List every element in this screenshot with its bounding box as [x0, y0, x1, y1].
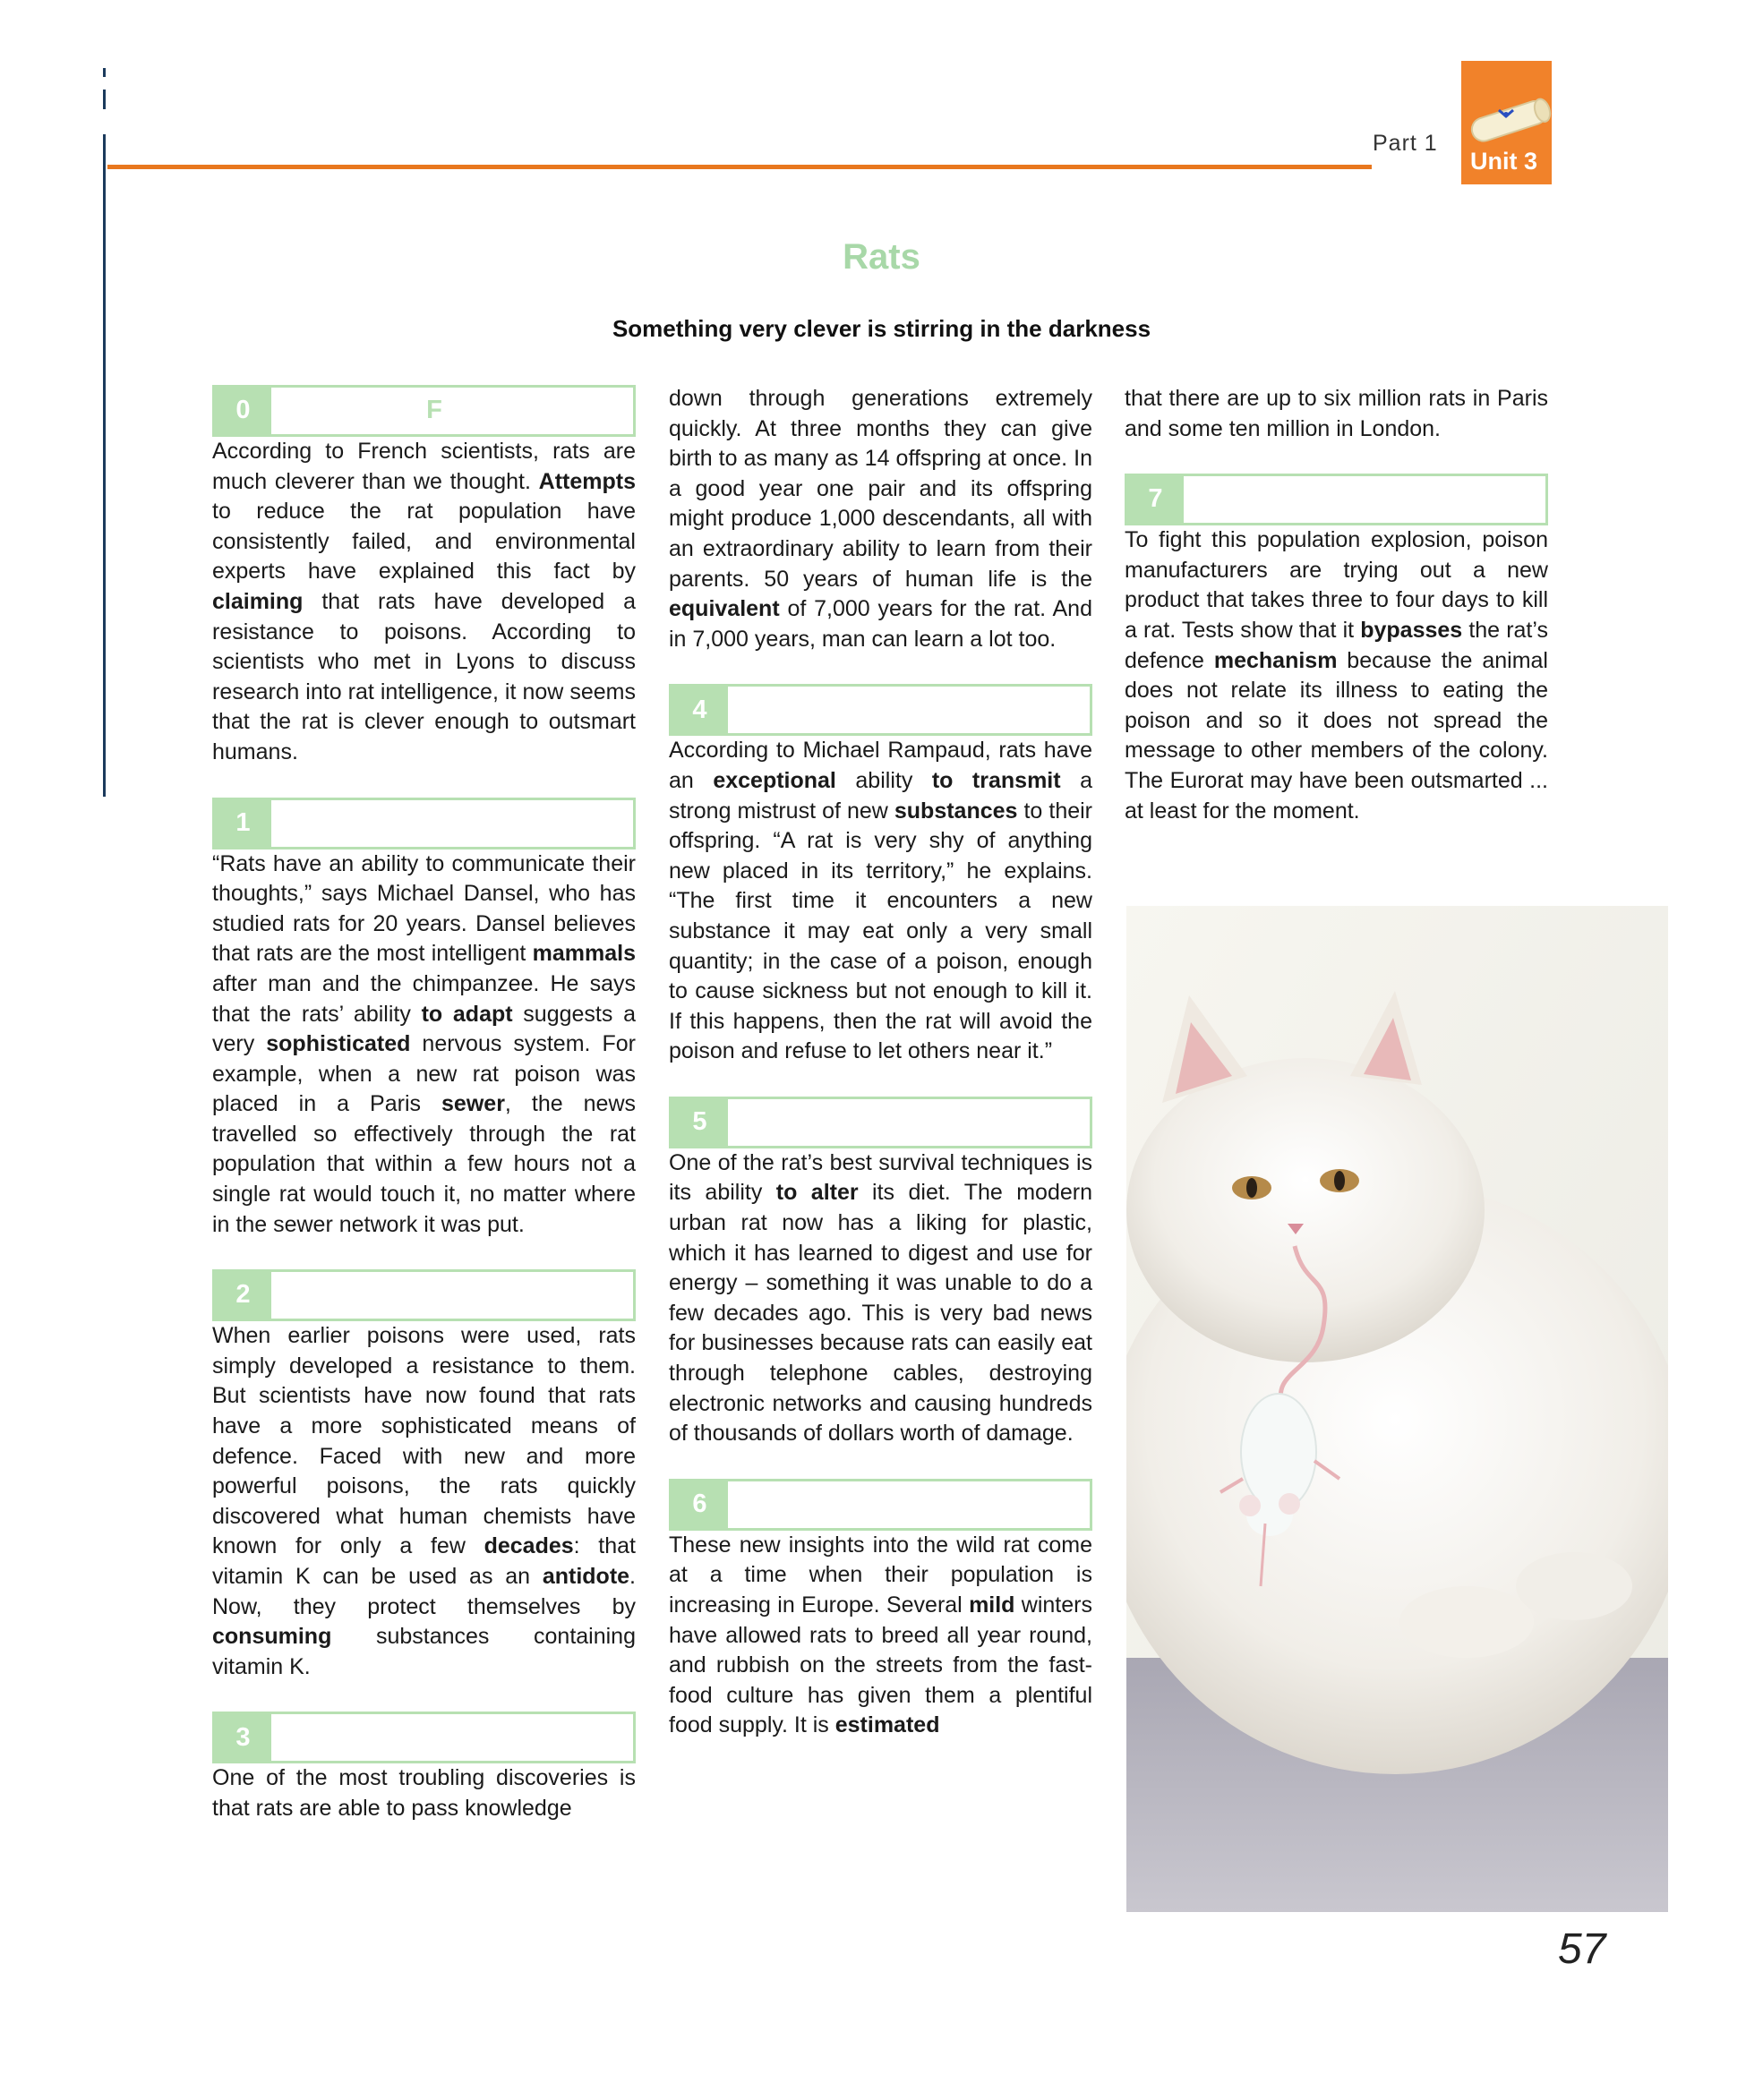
heading-answer	[1184, 476, 1545, 523]
text-run: winters have allowed rats to breed all year round, and rubbish on the streets from the fast-food culture has given them a plentiful food supply. It is	[669, 1592, 1092, 1738]
heading-number: 7	[1127, 476, 1184, 523]
heading-answer	[728, 1481, 1090, 1528]
text-run: One of the most troubling discoveries is that rats are able to pass knowledge	[212, 1765, 636, 1821]
article-subtitle: Something very clever is stirring in the darkness	[612, 315, 1151, 342]
page-number: 57	[1558, 1925, 1606, 1973]
key-word: mammals	[532, 941, 636, 967]
text-run: “Rats have an ability to communicate their thoughts,” says Michael Dansel, who has studied rats for 20 years. Dansel believes that rats are the most intelligent	[212, 850, 636, 967]
text-run: down through generations extremely quickly. At three months they can give birth to as many as 14 offspring at once. In a good year one pair and its offspring might produce 1,000 descendants, all with an extraordinary ability to learn from their parents. 50 years of human life is the	[669, 386, 1092, 592]
heading-number: 1	[215, 800, 271, 847]
heading-box-4[interactable]	[669, 684, 1092, 736]
key-word: sophisticated	[266, 1031, 411, 1057]
text-run: . Now, they protect themselves by	[212, 1564, 636, 1619]
heading-box-0[interactable]	[212, 385, 636, 437]
margin-bar	[103, 134, 106, 797]
key-word: decades	[484, 1533, 574, 1559]
heading-box-2[interactable]	[212, 1269, 636, 1321]
paragraph-4	[669, 736, 1092, 1067]
heading-box-6[interactable]	[669, 1479, 1092, 1531]
heading-number: 4	[672, 687, 728, 733]
text-run: One of the rat’s best survival techniques is its ability	[669, 1149, 1092, 1206]
heading-answer	[271, 800, 633, 847]
paragraph-5	[669, 1148, 1092, 1449]
key-word: sewer	[441, 1091, 505, 1117]
heading-number: 6	[672, 1481, 728, 1528]
paragraph-0	[212, 437, 636, 768]
unit-label: Unit 3	[1470, 148, 1538, 175]
key-word: mechanism	[1213, 647, 1338, 673]
text-run: that rats have developed a resistance to poisons. According to scientists who met in Lyons to discuss research into rat intelligence, it now seems that the rat is clever enough to outsmart humans.	[212, 588, 636, 764]
cat-with-mouse-photo	[1126, 906, 1668, 1912]
text-run: , the news travelled so effectively through the rat population that within a few hours not a single rat would touch it, no matter where in the sewer network it was put.	[212, 1091, 636, 1237]
key-word: substances	[894, 798, 1018, 824]
text-run: that there are up to six million rats in Paris and some ten million in London.	[1125, 386, 1548, 441]
article-title: Rats	[843, 237, 920, 277]
header-rule	[107, 165, 1372, 169]
part-label: Part 1	[1373, 131, 1438, 156]
heading-box-1[interactable]	[212, 798, 636, 849]
heading-number: 5	[672, 1099, 728, 1146]
key-word: to alter	[775, 1180, 859, 1206]
paragraph-7	[1125, 525, 1548, 826]
paragraph-2	[212, 1321, 636, 1682]
heading-number: 2	[215, 1272, 271, 1319]
scroll-icon	[1461, 61, 1552, 159]
text-run: When earlier poisons were used, rats simply developed a resistance to them. But scientists have now found that rats have a more sophisticated means of defence. Faced with new and more powerful poisons, the rats quickly discovered what human chemists have known for only a few	[212, 1323, 636, 1559]
heading-answer	[728, 1099, 1090, 1146]
text-run: the rat’s defence	[1125, 617, 1548, 673]
key-word: bypasses	[1360, 617, 1463, 643]
text-run: a strong mistrust of new	[669, 767, 1092, 824]
key-word: mild	[969, 1592, 1015, 1618]
key-word: Attempts	[538, 468, 636, 494]
column-2	[669, 384, 1092, 1741]
heading-box-5[interactable]	[669, 1097, 1092, 1148]
margin-bar	[103, 68, 106, 77]
heading-number: 0	[215, 388, 271, 434]
column-3	[1125, 384, 1548, 826]
text-run: because the animal does not relate its illness to eating the poison and so it does not spread the message to other members of the colony. The Eurorat may have been outsmarted ... at least for the moment.	[1125, 647, 1548, 824]
key-word: antidote	[542, 1564, 630, 1589]
margin-bar	[103, 90, 106, 109]
key-word: claiming	[212, 588, 304, 614]
column-1	[212, 385, 636, 1824]
text-run: its diet. The modern urban rat now has a liking for plastic, which it has learned to digest and use for energy – something it was unable to do a few decades ago. This is very bad news for businesses because rats can easily eat through telephone cables, destroying electronic networks and causing hundreds of thousands of dollars worth of damage.	[669, 1180, 1092, 1447]
text-run: of 7,000 years for the rat. And in 7,000 years, man can learn a lot too.	[669, 596, 1092, 652]
heading-answer: F	[426, 396, 442, 425]
paragraph-3-continued	[669, 384, 1092, 654]
key-word: to transmit	[931, 767, 1061, 793]
paragraph-6-continued	[1125, 384, 1548, 444]
text-run: These new insights into the wild rat come at a time when their population is increasing in Europe. Several	[669, 1532, 1092, 1618]
text-run: after man and the chimpanzee. He says that the rats’ ability	[212, 970, 636, 1027]
text-run: ability	[835, 767, 932, 793]
text-run: nervous system. For example, when a new rat poison was placed in a Paris	[212, 1031, 636, 1117]
text-run: According to Michael Rampaud, rats have an	[669, 738, 1092, 793]
heading-box-7[interactable]	[1125, 474, 1548, 525]
paragraph-1	[212, 849, 636, 1241]
key-word: estimated	[834, 1712, 940, 1738]
text-run: substances containing vitamin K.	[212, 1624, 636, 1679]
heading-box-3[interactable]	[212, 1712, 636, 1763]
text-run: to their offspring. “A rat is very shy of anything new placed in its territory,” he explains. “The first time it encounters a new substance it may eat only a very small quantity; in the case of a poison, enough to cause sickness but not enough to kill it. If this happens, then the rat will avoid the poison and refuse to let others near it.”	[669, 798, 1093, 1064]
unit-tab	[1461, 61, 1552, 184]
text-run: to reduce the rat population have consistently failed, and environmental experts have explained this fact by	[212, 499, 636, 585]
heading-answer	[271, 1272, 633, 1319]
text-run: suggests a very	[212, 1001, 636, 1057]
paragraph-6	[669, 1531, 1092, 1741]
text-run: : that vitamin K can be used as an	[212, 1533, 636, 1589]
key-word: to adapt	[421, 1001, 513, 1027]
text-run: According to French scientists, rats are much cleverer than we thought.	[212, 439, 636, 494]
heading-answer	[271, 1714, 633, 1761]
key-word: exceptional	[713, 767, 836, 793]
text-run: To fight this population explosion, poison manufacturers are trying out a new product that takes three to four days to kill a rat. Tests show that it	[1125, 527, 1548, 643]
key-word: equivalent	[669, 596, 780, 622]
paragraph-3	[212, 1763, 636, 1823]
heading-number: 3	[215, 1714, 271, 1761]
key-word: consuming	[212, 1624, 332, 1650]
heading-answer	[728, 687, 1090, 733]
